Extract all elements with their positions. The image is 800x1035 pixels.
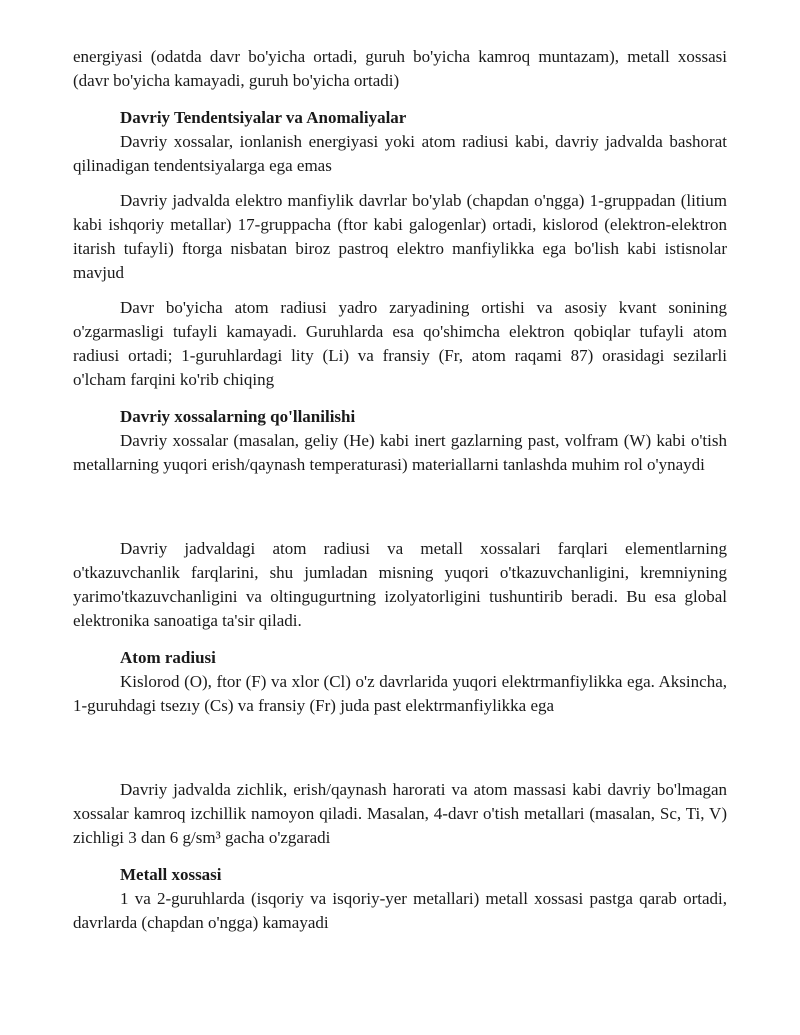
paragraph-atomic-radius-2: Davriy jadvalda zichlik, erish/qaynash harorati va atom massasi kabi davriy bo'lmagan xossalar kamroq izchillik namoyon qiladi. Masalan, 4-davr o'tish metallari (masalan, Sc, Ti, V) zichligi 3 dan 6 g/sm³ gacha o'zgaradi (73, 780, 727, 847)
document-page (73, 45, 727, 935)
paragraph-atomic-radius-1: Kislorod (O), ftor (F) va xlor (Cl) o'z davrlarida yuqori elektrmanfiylikka ega. Aksincha, 1-guruhdagi tsezıy (Cs) va fransiy (Fr) juda past elektrmanfiylikka ega (73, 672, 727, 715)
intro-paragraph: energiyasi (odatda davr bo'yicha ortadi, guruh bo'yicha kamroq muntazam), metall xossasi (davr bo'yicha kamayadi, guruh bo'yicha ortadi) (73, 47, 727, 90)
paragraph-trends-3: Davr bo'yicha atom radiusi yadro zaryadining ortishi va asosiy kvant sonining o'zgarmasligi tufayli kamayadi. Guruhlarda esa qo'shimcha elektron qobiqlar tufayli atom radiusi ortadi; 1-guruhlardagi lity (Li) va fransiy (Fr, atom raqami 87) orasidagi sezilarli o'lcham farqini ko'rib chiqing (73, 298, 727, 389)
section-heading-atomic-radius: Atom radiusi (120, 648, 216, 667)
section-heading-metallic: Metall xossasi (120, 865, 222, 884)
section-heading-trends: Davriy Tendentsiyalar va Anomaliyalar (120, 108, 407, 127)
paragraph-trends-1: Davriy xossalar, ionlanish energiyasi yoki atom radiusi kabi, davriy jadvalda bashorat qilinadigan tendentsiyalarga ega emas (73, 132, 727, 175)
paragraph-applications-1: Davriy xossalar (masalan, geliy (He) kabi inert gazlarning past, volfram (W) kabi o'tish metallarning yuqori erish/qaynash temperaturasi) materiallarni tanlashda muhim rol o'ynaydi (73, 431, 727, 474)
paragraph-metallic-1: 1 va 2-guruhlarda (isqoriy va isqoriy-yer metallari) metall xossasi pastga qarab ortadi, davrlarda (chapdan o'ngga) kamayadi (73, 889, 727, 932)
paragraph-applications-2: Davriy jadvaldagi atom radiusi va metall xossalari farqlari elementlarning o'tkazuvchanlik farqlarini, shu jumladan misning yuqori o'tkazuvchanligini, kremniyning yarimo'tkazuvchanligini va oltingugurtning izolyatorligini tushuntirib beradi. Bu esa global elektronika sanoatiga ta'sir qiladi. (73, 539, 727, 630)
section-heading-applications: Davriy xossalarning qo'llanilishi (120, 407, 356, 426)
paragraph-trends-2: Davriy jadvalda elektro manfiylik davrlar bo'ylab (chapdan o'ngga) 1-gruppadan (litium kabi ishqoriy metallar) 17-gruppacha (ftor kabi galogenlar) ortadi, kislorod (elektron-elektron itarish tufayli) ftorga nisbatan biroz pastroq elektro manfiylikka ega bo'lish kabi istisnolar mavjud (73, 191, 727, 282)
